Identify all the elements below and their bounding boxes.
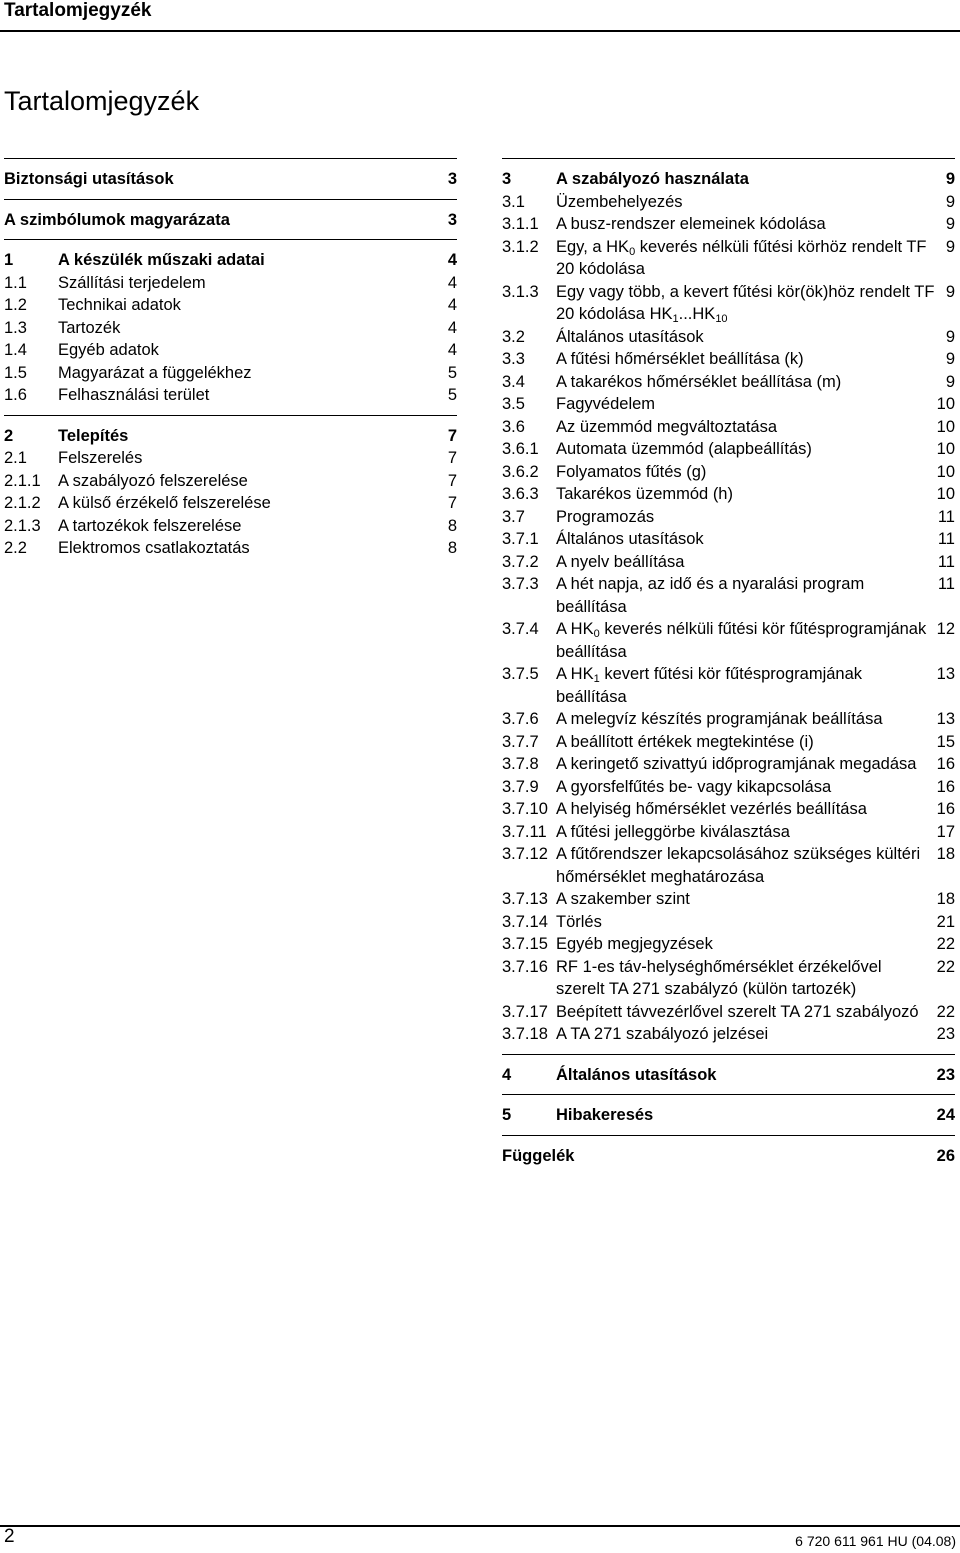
toc-entry[interactable] <box>502 933 955 956</box>
toc-entry-title: A melegvíz készítés programjának beállítása <box>556 710 883 728</box>
toc-entry-title: Felhasználási terület <box>58 386 210 404</box>
toc-entry-page: 23 <box>936 1025 955 1043</box>
page-title: Tartalomjegyzék <box>4 86 200 116</box>
toc-entry[interactable] <box>502 483 955 506</box>
toc-entry-number: 3.7.9 <box>502 777 539 796</box>
toc-entry[interactable] <box>502 1023 955 1046</box>
toc-entry-number: 3.7.6 <box>502 710 539 728</box>
toc-entry-page: 11 <box>937 575 955 593</box>
toc-entry-page: 9 <box>945 237 955 256</box>
toc-entry[interactable] <box>502 528 955 551</box>
toc-entry[interactable] <box>4 537 457 560</box>
toc-entry-page: 9 <box>945 215 955 233</box>
toc-entry-number: 3.7.3 <box>502 575 539 593</box>
toc-entry-title: Egyéb adatok <box>58 341 159 359</box>
toc-entry-title: A tartozékok felszerelése <box>58 516 242 535</box>
toc-entry-title: A $HK_1$ kevert fűtési kör fűtésprogramjának beállítása <box>556 665 863 706</box>
toc-entry-page: 21 <box>936 912 955 931</box>
toc-entry-title: A fűtési jelleggörbe kiválasztása <box>556 822 790 841</box>
toc-entry-number: 3.7.2 <box>502 552 539 571</box>
toc-entry-page: 4 <box>447 273 457 292</box>
toc-entry-number: 3.7.17 <box>502 1002 548 1021</box>
toc-entry-number: 3.7.1 <box>502 530 539 548</box>
toc-entry[interactable] <box>502 573 955 618</box>
toc-entry-page: 4 <box>447 341 457 359</box>
toc-entry-page: 16 <box>936 755 955 773</box>
toc-entry-title: Tartozék <box>58 318 121 337</box>
toc-entry-title: Elektromos csatlakoztatás <box>58 539 250 557</box>
toc-section <box>4 415 457 568</box>
toc-section <box>4 239 457 415</box>
toc-entry[interactable] <box>502 753 955 776</box>
toc-entry-number: 3.2 <box>502 327 525 346</box>
toc-entry-title: Függelék <box>502 1146 575 1165</box>
toc-entry-title: A TA 271 szabályozó jelzései <box>556 1025 769 1043</box>
toc-entry-page: 10 <box>936 485 955 503</box>
toc-entry-number: 2.1.3 <box>4 516 41 535</box>
toc-entry-title: Hibakeresés <box>556 1106 654 1124</box>
toc-entry-title: Automata üzemmód (alapbeállítás) <box>556 440 812 458</box>
toc-section <box>502 158 955 1054</box>
toc-section <box>502 1094 955 1135</box>
toc-entry-title: Telepítés <box>58 426 129 445</box>
toc-entry-page: 13 <box>936 665 955 683</box>
toc-entry[interactable] <box>4 362 457 385</box>
toc-entry[interactable] <box>4 249 457 272</box>
toc-entry-title: A fűtőrendszer lekapcsolásához szükséges kültéri hőmérséklet meghatározása <box>556 845 921 886</box>
toc-entry-number: 3.1.1 <box>502 215 539 233</box>
toc-entry-page: 10 <box>936 462 955 481</box>
footer-page-number: 2 <box>4 1526 15 1547</box>
toc-entry-title: Szállítási terjedelem <box>58 273 206 292</box>
toc-entry-title: Általános utasítások <box>556 327 704 346</box>
toc-entry[interactable] <box>502 618 955 663</box>
toc-right-column <box>502 158 955 1175</box>
toc-entry[interactable] <box>502 1104 955 1127</box>
toc-entry-title: Technikai adatok <box>58 296 181 314</box>
toc-entry-title: Magyarázat a függelékhez <box>58 363 252 382</box>
toc-entry-page: 3 <box>447 170 457 188</box>
toc-entry-number: 3.6.1 <box>502 440 539 458</box>
toc-entry-title: A szimbólumok magyarázata <box>4 210 230 229</box>
toc-entry-number: 3.1 <box>502 192 525 211</box>
toc-entry-number: 3.1.2 <box>502 237 539 256</box>
footer-doc-code: 6 720 611 961 HU (04.08) <box>795 1533 956 1549</box>
toc-entry-number: 3.3 <box>502 350 525 368</box>
toc-section <box>4 199 457 240</box>
toc-entry[interactable] <box>502 213 955 236</box>
toc-entry-page: 8 <box>447 539 457 557</box>
toc-entry[interactable] <box>502 461 955 484</box>
toc-entry-page: 9 <box>945 282 955 301</box>
toc-entry-title: A szakember szint <box>556 890 690 908</box>
toc-entry-title: A külső érzékelő felszerelése <box>58 494 271 512</box>
toc-entry-number: 1.5 <box>4 363 27 382</box>
toc-entry-title: A szabályozó felszerelése <box>58 471 248 490</box>
toc-entry-page: 15 <box>936 732 955 751</box>
toc-entry-number: 4 <box>502 1065 512 1084</box>
toc-entry-number: 2.1.1 <box>4 471 41 490</box>
toc-entry[interactable] <box>502 1001 955 1024</box>
toc-entry-page: 11 <box>937 552 955 571</box>
toc-entry-number: 3.7.8 <box>502 755 539 773</box>
toc-entry-number: 3.7.14 <box>502 912 548 931</box>
toc-entry-page: 22 <box>936 1002 955 1021</box>
toc-entry[interactable] <box>502 708 955 731</box>
toc-entry-title: Általános utasítások <box>556 530 704 548</box>
toc-entry-number: 3.7.4 <box>502 620 539 638</box>
toc-entry-page: 3 <box>447 210 457 229</box>
toc-entry-page: 18 <box>936 890 955 908</box>
toc-entry[interactable] <box>502 911 955 934</box>
toc-entry-number: 3.7.7 <box>502 732 539 751</box>
toc-entry-number: 3.4 <box>502 372 525 391</box>
toc-entry-page: 9 <box>945 192 955 211</box>
toc-entry-page: 7 <box>447 426 457 445</box>
toc-entry-number: 3.6.2 <box>502 462 539 481</box>
toc-entry-number: 3.1.3 <box>502 282 539 301</box>
toc-entry[interactable] <box>4 492 457 515</box>
toc-entry-page: 18 <box>936 845 955 863</box>
toc-entry[interactable] <box>502 888 955 911</box>
toc-entry-page: 22 <box>936 935 955 953</box>
toc-entry-number: 3.7.10 <box>502 800 548 818</box>
toc-entry-page: 9 <box>945 372 955 391</box>
toc-entry-page: 12 <box>936 620 955 638</box>
toc-entry-number: 2.1 <box>4 449 27 467</box>
toc-entry-title: Beépített távvezérlővel szerelt TA 271 szabályozó <box>556 1002 919 1021</box>
toc-entry[interactable] <box>4 294 457 317</box>
toc-entry-page: 10 <box>936 417 955 436</box>
toc-entry[interactable] <box>502 731 955 754</box>
toc-entry-title: A $HK_0$ keverés nélküli fűtési kör fűtésprogramjának beállítása <box>556 620 927 661</box>
toc-entry-page: 7 <box>447 471 457 490</box>
toc-section <box>502 1135 955 1176</box>
toc-entry[interactable] <box>502 371 955 394</box>
toc-entry[interactable] <box>502 956 955 1001</box>
toc-entry[interactable] <box>502 236 955 281</box>
toc-entry[interactable] <box>502 776 955 799</box>
toc-entry-number: 3.6 <box>502 417 525 436</box>
toc-entry-page: 8 <box>447 516 457 535</box>
toc-entry-title: A busz-rendszer elemeinek kódolása <box>556 215 826 233</box>
toc-entry-page: 13 <box>936 710 955 728</box>
toc-entry-title: Fagyvédelem <box>556 395 656 413</box>
toc-entry-number: 3.7.12 <box>502 845 548 863</box>
toc-entry-page: 24 <box>936 1106 955 1124</box>
toc-entry-number: 2.1.2 <box>4 494 41 512</box>
toc-entry-page: 22 <box>936 957 955 976</box>
toc-entry[interactable] <box>502 663 955 708</box>
toc-entry-title: A keringető szivattyú időprogramjának megadása <box>556 755 917 773</box>
toc-entry[interactable] <box>502 438 955 461</box>
toc-entry-page: 4 <box>447 318 457 337</box>
toc-entry-title: Programozás <box>556 507 655 526</box>
toc-entry-number: 2.2 <box>4 539 27 557</box>
toc-entry-title: Biztonsági utasítások <box>4 170 174 188</box>
toc-entry-number: 3.7 <box>502 507 525 526</box>
toc-entry-number: 3.7.18 <box>502 1025 548 1043</box>
toc-entry[interactable] <box>502 393 955 416</box>
toc-entry-page: 4 <box>447 296 457 314</box>
toc-entry-title: Folyamatos fűtés (g) <box>556 462 707 481</box>
toc-entry-number: 1.1 <box>4 273 27 292</box>
header-rule <box>0 30 960 32</box>
footer-rule <box>0 1525 960 1527</box>
toc-entry[interactable] <box>502 326 955 349</box>
toc-entry[interactable] <box>4 339 457 362</box>
toc-entry[interactable] <box>4 317 457 340</box>
toc-entry-title: RF 1-es táv-helységhőmérséklet érzékelővel szerelt TA 271 szabályzó (külön tartozék) <box>556 957 882 998</box>
toc-entry-number: 3.7.13 <box>502 890 548 908</box>
toc-entry[interactable] <box>4 168 457 191</box>
toc-entry-page: 10 <box>936 440 955 458</box>
toc-entry[interactable] <box>4 515 457 538</box>
toc-entry-page: 5 <box>447 363 457 382</box>
toc-entry-page: 4 <box>447 251 457 269</box>
toc-entry-title: A készülék műszaki adatai <box>58 251 265 269</box>
toc-entry-number: 3.5 <box>502 395 525 413</box>
toc-entry-number: 1.6 <box>4 386 27 404</box>
toc-entry-number: 3.7.15 <box>502 935 548 953</box>
toc-entry-number: 5 <box>502 1106 512 1124</box>
toc-entry[interactable] <box>502 843 955 888</box>
toc-entry-title: Az üzemmód megváltoztatása <box>556 417 778 436</box>
toc-entry-page: 17 <box>936 822 955 841</box>
toc-entry-page: 7 <box>447 494 457 512</box>
toc-entry-page: 23 <box>936 1065 955 1084</box>
toc-entry[interactable] <box>502 348 955 371</box>
toc-entry[interactable] <box>502 798 955 821</box>
toc-entry-title: Üzembehelyezés <box>556 192 683 211</box>
toc-section <box>4 158 457 199</box>
toc-entry-number: 3 <box>502 170 512 188</box>
toc-entry-page: 11 <box>937 530 955 548</box>
toc-entry[interactable] <box>4 272 457 295</box>
toc-entry-title: A gyorsfelfűtés be- vagy kikapcsolása <box>556 777 832 796</box>
toc-entry-title: Felszerelés <box>58 449 143 467</box>
toc-entry-title: Törlés <box>556 912 602 931</box>
toc-entry-page: 7 <box>447 449 457 467</box>
toc-entry-title: A takarékos hőmérséklet beállítása (m) <box>556 372 842 391</box>
toc-entry[interactable] <box>4 384 457 407</box>
toc-entry-title: A szabályozó használata <box>556 170 749 188</box>
toc-entry-title: Általános utasítások <box>556 1065 717 1084</box>
toc-entry[interactable] <box>502 1064 955 1087</box>
toc-entry[interactable] <box>502 821 955 844</box>
toc-entry[interactable] <box>4 209 457 232</box>
toc-entry-number: 3.7.16 <box>502 957 548 976</box>
toc-entry-page: 11 <box>937 507 955 526</box>
toc-entry-number: 3.6.3 <box>502 485 539 503</box>
toc-entry[interactable] <box>502 551 955 574</box>
toc-entry[interactable] <box>502 281 955 326</box>
toc-entry[interactable] <box>4 425 457 448</box>
toc-left-column <box>4 158 457 568</box>
toc-entry[interactable] <box>502 416 955 439</box>
toc-entry-title: A beállított értékek megtekintése (i) <box>556 732 814 751</box>
toc-entry-number: 1.4 <box>4 341 27 359</box>
toc-entry-page: 16 <box>936 777 955 796</box>
toc-entry[interactable] <box>502 506 955 529</box>
toc-entry-title: A hét napja, az idő és a nyaralási program beállítása <box>556 575 865 616</box>
toc-entry[interactable] <box>502 1145 955 1168</box>
toc-entry-number: 2 <box>4 426 14 445</box>
toc-section <box>502 1054 955 1095</box>
toc-entry-page: 5 <box>447 386 457 404</box>
toc-entry[interactable] <box>4 447 457 470</box>
toc-entry-number: 3.7.5 <box>502 665 539 683</box>
toc-entry[interactable] <box>502 191 955 214</box>
toc-entry-page: 9 <box>945 170 955 188</box>
toc-entry-number: 3.7.11 <box>502 822 547 841</box>
toc-entry-title: Egy vagy több, a kevert fűtési kör(ök)höz rendelt TF 20 kódolása $HK_1...HK_{10}$ <box>556 282 935 325</box>
toc-entry[interactable] <box>502 168 955 191</box>
toc-entry-title: A fűtési hőmérséklet beállítása (k) <box>556 350 804 368</box>
toc-entry-title: A helyiség hőmérséklet vezérlés beállítása <box>556 800 867 818</box>
toc-entry-title: A nyelv beállítása <box>556 552 685 571</box>
header-title: Tartalomjegyzék <box>4 0 152 21</box>
toc-entry-page: 9 <box>945 327 955 346</box>
toc-entry-page: 10 <box>936 395 955 413</box>
toc-entry-page: 26 <box>936 1146 955 1165</box>
toc-entry-title: Egy, a $HK_0$ keverés nélküli fűtési körhöz rendelt TF 20 kódolása <box>556 237 927 278</box>
toc-entry-title: Takarékos üzemmód (h) <box>556 485 733 503</box>
toc-entry-number: 1.2 <box>4 296 27 314</box>
toc-entry[interactable] <box>4 470 457 493</box>
toc-entry-title: Egyéb megjegyzések <box>556 935 713 953</box>
toc-entry-number: 1.3 <box>4 318 27 337</box>
toc-entry-page: 9 <box>945 350 955 368</box>
toc-entry-number: 1 <box>4 251 14 269</box>
toc-entry-page: 16 <box>936 800 955 818</box>
